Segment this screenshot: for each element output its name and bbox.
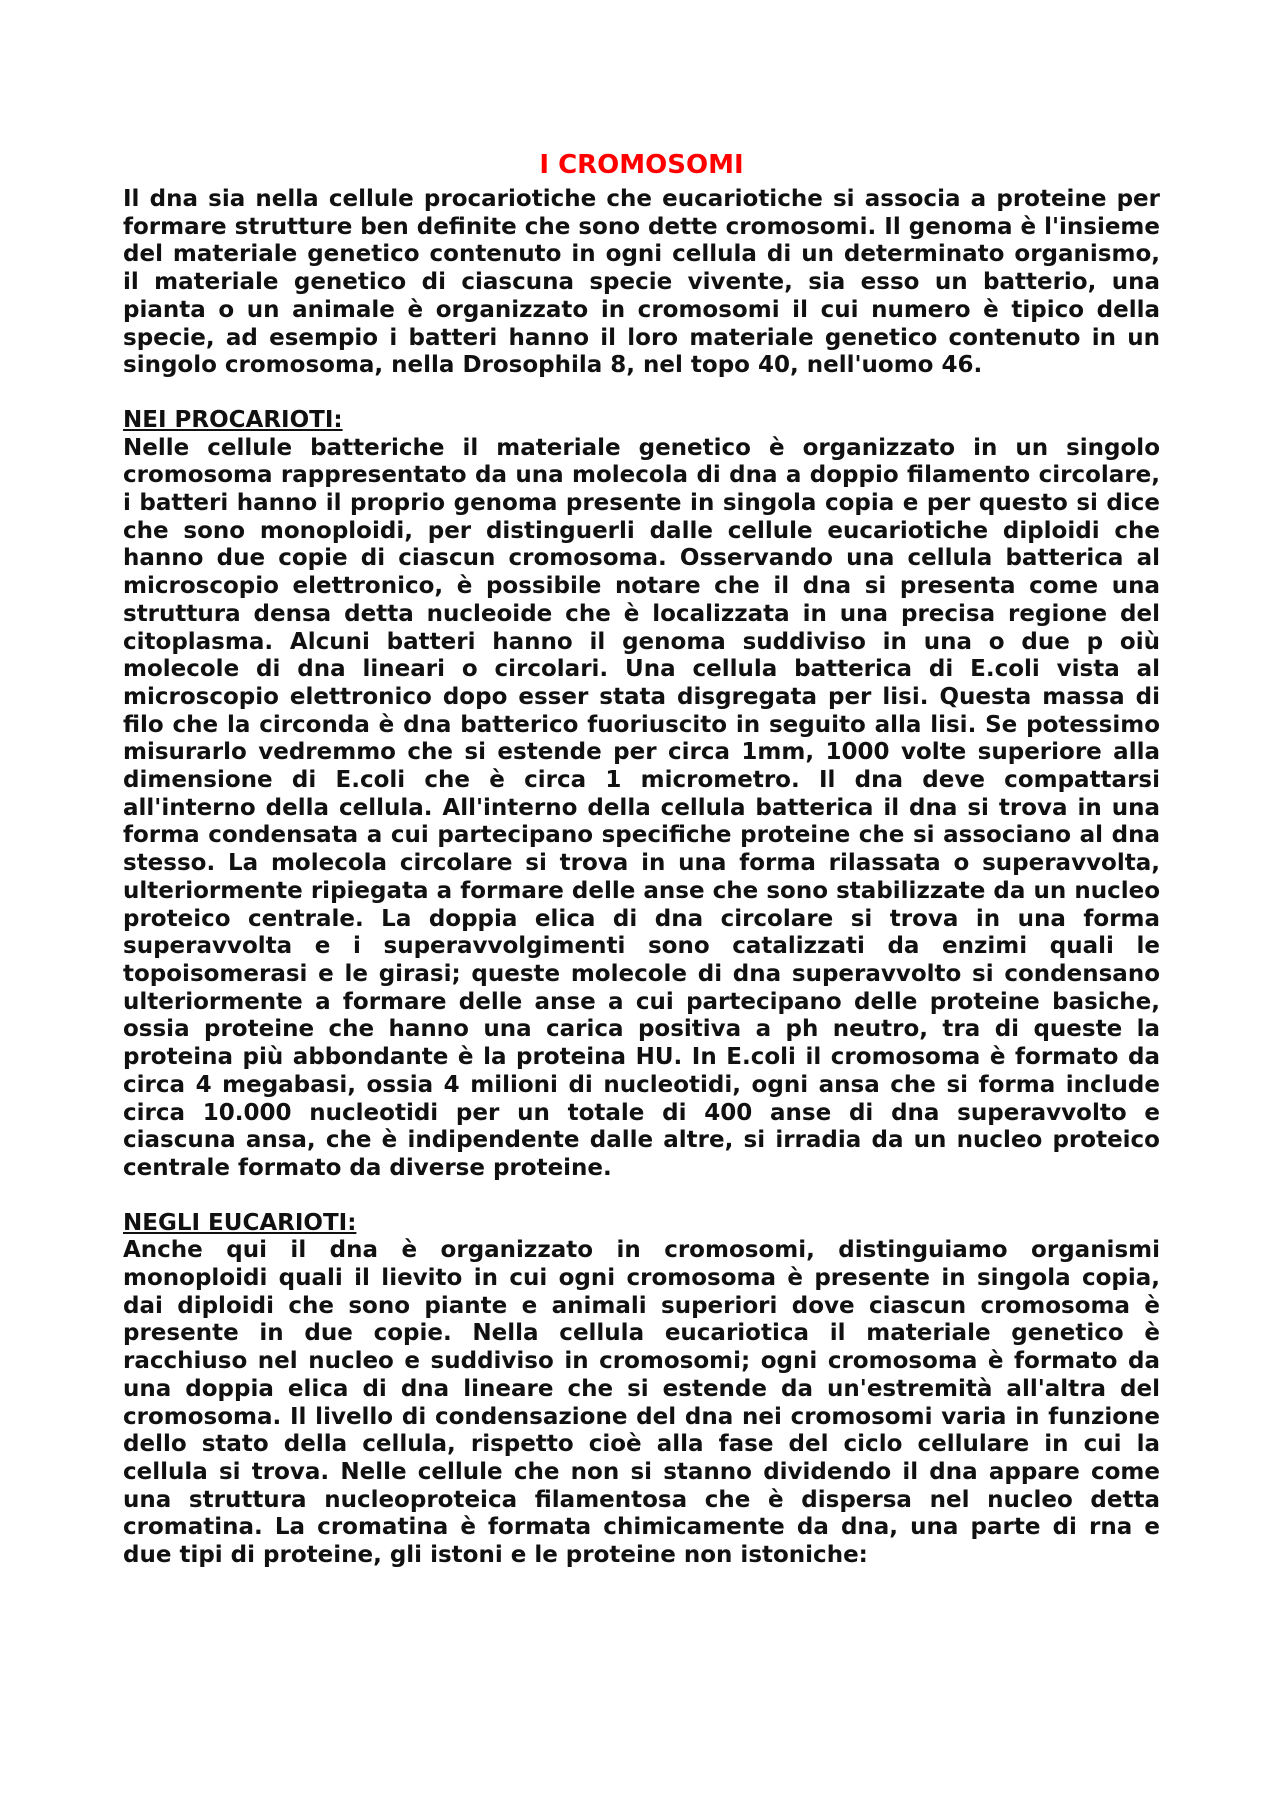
document-page (123, 150, 1160, 1570)
page-title: I CROMOSOMI (539, 150, 744, 180)
section-heading-procarioti: NEI PROCARIOTI: (123, 406, 343, 433)
section-text-eucarioti: Anche qui il dna è organizzato in cromosomi, distinguiamo organismi monoploidi quali il lievito in cui ogni cromosoma è presente in singola copia, dai diploidi che sono piante e animali superiori dove ciascun cromosoma è presente in due copie. Nella cellula eucariotica il materiale genetico è racchiuso nel nucleo e suddiviso in cromosomi; ogni cromosoma è formato da una doppia elica di dna lineare che si estende da un'estremità all'altra del cromosoma. Il livello di condensazione del dna nei cromosomi varia in funzione dello stato della cellula, rispetto cioè alla fase del ciclo cellulare in cui la cellula si trova. Nelle cellule che non si stanno dividendo il dna appare come una struttura nucleoproteica filamentosa che è dispersa nel nucleo detta cromatina. La cromatina è formata chimicamente da dna, una parte di rna e due tipi di proteine, gli istoni e le proteine non istoniche: (123, 1237, 1160, 1569)
intro-paragraph: Il dna sia nella cellule procariotiche che eucariotiche si associa a proteine per formare strutture ben definite che sono dette cromosomi. Il genoma è l'insieme del materiale genetico contenuto in ogni cellula di un determinato organismo, il materiale genetico di ciascuna specie vivente, sia esso un batterio, una pianta o un animale è organizzato in cromosomi il cui numero è tipico della specie, ad esempio i batteri hanno il loro materiale genetico contenuto in un singolo cromosoma, nella Drosophila 8, nel topo 40, nell'uomo 46. (123, 186, 1160, 379)
section-text-procarioti: Nelle cellule batteriche il materiale genetico è organizzato in un singolo cromosoma rappresentato da una molecola di dna a doppio filamento circolare, i batteri hanno il proprio genoma presente in singola copia e per questo si dice che sono monoploidi, per distinguerli dalle cellule eucariotiche diploidi che hanno due copie di ciascun cromosoma. Osservando una cellula batterica al microscopio elettronico, è possibile notare che il dna si presenta come una struttura densa detta nucleoide che è localizzata in una precisa regione del citoplasma. Alcuni batteri hanno il genoma suddiviso in una o due p oiù molecole di dna lineari o circolari. Una cellula batterica di E.coli vista al microscopio elettronico dopo esser stata disgregata per lisi. Questa massa di filo che la circonda è dna batterico fuoriuscito in seguito alla lisi. Se potessimo misurarlo vedremmo che si estende per circa 1mm, 1000 volte superiore alla dimensione di E.coli che è circa 1 micrometro. Il dna deve compattarsi all'interno della cellula. All'interno della cellula batterica il dna si trova in una forma condensata a cui partecipano specifiche proteine che si associano al dna stesso. La molecola circolare si trova in una forma rilassata o superavvolta, ulteriormente ripiegata a formare delle anse che sono stabilizzate da un nucleo proteico centrale. La doppia elica di dna circolare si trova in una forma superavvolta e i superavvolgimenti sono catalizzati da enzimi quali le topoisomerasi e le girasi; queste molecole di dna superavvolto si condensano ulteriormente a formare delle anse a cui partecipano delle proteine basiche, ossia proteine che hanno una carica positiva a ph neutro, tra di queste la proteina più abbondante è la proteina HU. In E.coli il cromosoma è formato da circa 4 megabasi, ossia 4 milioni di nucleotidi, ogni ansa che si forma include circa 10.000 nucleotidi per un totale di 400 anse di dna superavvolto e ciascuna ansa, che è indipendente dalle altre, si irradia da un nucleo proteico centrale formato da diverse proteine. (123, 434, 1160, 1181)
section-heading-eucarioti: NEGLI EUCARIOTI: (123, 1209, 357, 1236)
